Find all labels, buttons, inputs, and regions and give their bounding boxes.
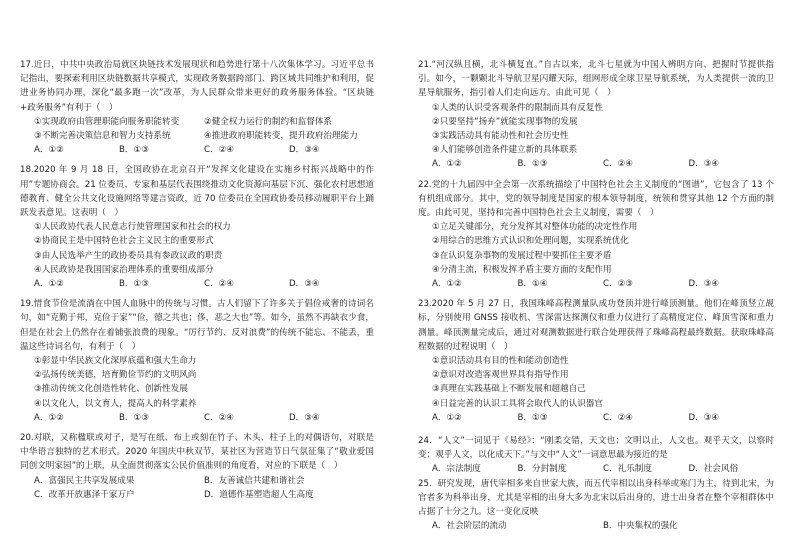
- left-column: [20, 58, 374, 502]
- option: ①人民政协代表人民意志行使管理国家和社会的权力: [34, 222, 231, 233]
- answer-choice: C．②③: [603, 279, 634, 290]
- answer-choice: A．①②: [34, 279, 64, 290]
- option: ②意识对改造客观世界具有指导作用: [432, 370, 569, 381]
- answer-choice: A．①②: [432, 159, 462, 170]
- option: ①实现政府由管理职能向服务职能转变: [34, 116, 180, 127]
- question-23: [418, 297, 774, 425]
- answer-choice: A．①②: [34, 145, 64, 156]
- option: ②健全权力运行的制约和监督体系: [204, 116, 333, 127]
- question-stem: 24．“人文”一词见于《易经》：“刚柔交错，天文也；文明以止，人文也。观乎天文，以察时变；观乎人文，以化成天下。”与文中“人文”一词意思最为接近的是: [418, 436, 774, 461]
- option: ②协商民主是中国特色社会主义民主的重要形式: [34, 236, 214, 247]
- option: ②弘扬传统美德，培育勤俭节约的文明风尚: [34, 370, 197, 381]
- question-24: [418, 434, 774, 477]
- question-22: [418, 178, 774, 292]
- question-stem: 22.党的十九届四中全会第一次系统描绘了中国特色社会主义制度的“图谱”，它包含了 13 个有机组成部分。其中，党的领导制度是国家的根本领导制度，统领和贯穿其他 12 个方面的制度。由此可见，坚持和完善中国特色社会主义制度，需要（ ）: [418, 179, 774, 219]
- answer-choice: B．①③: [517, 159, 548, 170]
- question-stem: 23.2020 年 5 月 27 日，我国珠峰高程测量队成功登顶并进行峰顶测量。他们在峰顶竖立觇标，分别使用 GNSS 接收机、雪深雷达探测仪和重力仪进行了高精度定位、峰顶雪深和重力测量。峰顶测量完成后，通过对观测数据进行联合处理获得了珠峰高程最终数据。获取珠峰高程数据的过程说明（ ）: [418, 299, 774, 352]
- option: ④人们能够创造条件建立新的具体联系: [432, 145, 578, 156]
- question-18: [20, 163, 374, 291]
- question-17: [20, 58, 374, 157]
- option: ①意识活动具有目的性和能动创造性: [432, 356, 569, 367]
- question-stem: 21.“河汉纵且横，北斗横复直。”自古以来，北斗七星就为中国人辨明方向、把握时节提供指引。如今，一颗颗北斗导航卫星闪耀天际，组网形成全球卫星导航系统，为人类提供一流的卫星导航服务，指引着人们走向远方。由此可见（ ）: [418, 60, 774, 99]
- option: ①彰显中华民族文化深厚底蕴和强大生命力: [34, 356, 197, 367]
- answer-choice: A．社会阶层的流动: [432, 521, 507, 532]
- answer-choice: B．①③: [517, 412, 548, 423]
- question-19: [20, 297, 374, 425]
- answer-choice: C．礼乐制度: [603, 464, 652, 475]
- question-stem: 17.近日，中共中央政治局就区块链技术发展现状和趋势进行第十八次集体学习。习近平总书记指出，要探索利用区块链数据共享模式，实现政务数据跨部门、跨区域共同维护和利用，促进业务协同办理，深化“最多跑一次”改革，为人民群众带来更好的政务服务体验。“区块链+政务服务”有利于（ ）: [20, 60, 374, 113]
- answer-choice: C．②④: [204, 412, 235, 423]
- option: ①立足关键部分，充分发挥其对整体功能的决定性作用: [432, 222, 638, 233]
- question-21: [418, 58, 774, 172]
- option: ②用综合的思维方式认识和处理问题，实现系统优化: [432, 236, 629, 247]
- option: ①人类的认识受客观条件的限制而具有反复性: [432, 102, 603, 113]
- option: ④分清主流，积极发挥矛盾主要方面的支配作用: [432, 264, 612, 275]
- option: ④推进政府职能转变，提升政府治理能力: [204, 131, 358, 142]
- answer-choice: B．①③: [119, 145, 149, 156]
- answer-choice: B．①④: [517, 279, 548, 290]
- option: ②只要坚持“扬弃”就能实现事物的发展: [432, 116, 578, 127]
- answer-choice: D．道德作基塑造超人生高度: [204, 489, 314, 500]
- question-25: [418, 477, 774, 534]
- answer-choice: D．社会风俗: [688, 464, 739, 475]
- answer-choice: D．③④: [688, 279, 720, 290]
- answer-choice: C．改革开放惠泽千家万户: [34, 489, 135, 500]
- answer-choice: B．中央集权的强化: [603, 521, 678, 532]
- answer-choice: D．③④: [289, 279, 320, 290]
- option: ④以文化人，以文育人，提高人的科学素养: [34, 398, 197, 409]
- answer-choice: A．宗法制度: [432, 464, 481, 475]
- option: ③推动传统文化创造性转化、创新性发展: [34, 384, 188, 395]
- answer-choice: D．③④: [688, 159, 720, 170]
- answer-choice: A．①②: [34, 412, 64, 423]
- option: ③不断完善决策信息和智力支持系统: [34, 131, 171, 142]
- question-stem: 25．研究发现，唐代宰相多来自世家大族，而五代宰相以出身科举或寒门为主，待到北宋，为官者多为科举出身，尤其是宰相的出身大多为北宋以后出身的，进士出身者在整个宰相群体中占据了十分之九。这一变化反映: [418, 478, 774, 518]
- answer-choice: D．③④: [289, 145, 320, 156]
- answer-choice: B．友善诚信共建和谐社会: [204, 475, 305, 486]
- option: ③在认识复杂事物的发展过程中要抓住主要矛盾: [432, 250, 612, 261]
- answer-choice: C．②④: [603, 412, 634, 423]
- question-stem: 18.2020 年 9 月 18 日，全国政协在北京召开“发挥文化建设在实施乡村振兴战略中的作用”专题协商会。21 位委员、专家和基层代表围绕推动文化资源向基层下沉、强化农村思想道德教育、健全公共文化设施网络等建言资政，近 70 位委员在全国政协委员移动履职平台上踊跃发表意见。这表明（ ）: [20, 165, 374, 219]
- answer-choice: D．③④: [289, 412, 320, 423]
- question-20: [20, 431, 374, 502]
- right-column: [418, 58, 774, 534]
- answer-choice: C．②④: [204, 145, 235, 156]
- option: ③真理在实践基础上不断发展和超越自己: [432, 384, 586, 395]
- answer-choice: A．①②: [432, 279, 462, 290]
- option: ③实践活动具有能动性和社会历史性: [432, 131, 569, 142]
- answer-choice: C．②④: [603, 159, 634, 170]
- answer-choice: C．②④: [204, 279, 235, 290]
- answer-choice: B．分封制度: [517, 464, 567, 475]
- answer-choice: B．①③: [119, 279, 149, 290]
- question-stem: 20.对联，又称楹联或对子，是写在纸、布上或刻在竹子、木头、柱子上的对偶语句，对联是中华语言独特的艺术形式。2020 年国庆中秋双节，某社区为营造节日气氛征集了“敬业爱国同创文明家园”的上联，从全面贯彻落实公民价值准则的角度看，对应的下联是（ ）: [20, 433, 374, 472]
- option: ④人民政协是我国国家治理体系的重要组成部分: [34, 264, 214, 275]
- question-stem: 19.惜食节俭是流淌在中国人血脉中的传统与习惯。古人们留下了许多关于倡俭戒奢的诗词名句，如“克勤于邦，克俭于家”“俭，德之共也；侈，恶之大也”等。如今，虽然不再缺衣少食，但是在社会上仍然存在着铺张浪费的现象。“厉行节约、反对浪费”的传统不能忘、不能丢，重温这些诗词名句，有利于（ ）: [20, 299, 374, 352]
- answer-choice: A．①②: [432, 412, 462, 423]
- option: ③由人民选举产生的政协委员具有参政议政的职责: [34, 250, 223, 261]
- answer-choice: B．①③: [119, 412, 149, 423]
- answer-choice: A．富强民主共享发展成果: [34, 475, 135, 486]
- answer-choice: D．③④: [688, 412, 720, 423]
- option: ④日益完善的认识工具将会取代人的认识器官: [432, 398, 603, 409]
